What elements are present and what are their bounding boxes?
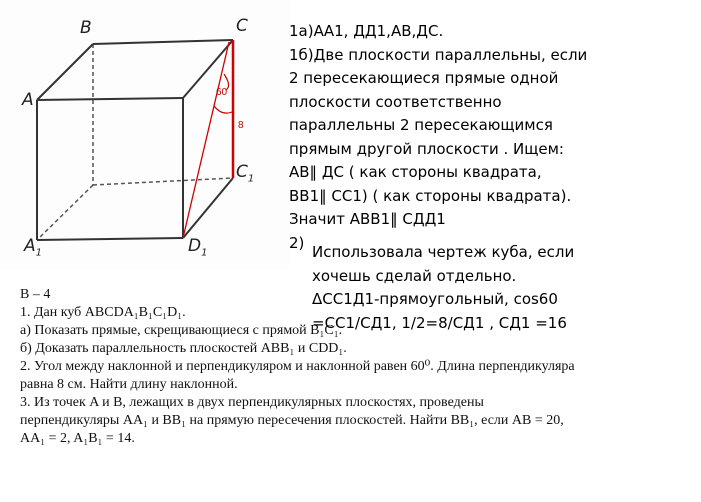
edge-a1d1 <box>37 238 183 240</box>
edge-ba <box>37 44 93 100</box>
vertex-a-label: A <box>22 90 34 110</box>
answer-line: ВВ1‖ СС1) ( как стороны квадрата). <box>289 186 572 205</box>
answer-line: параллельны 2 пересекающимся <box>289 116 553 134</box>
answer-line: хочешь сделай отдельно. <box>312 266 517 285</box>
cube-figure <box>0 0 290 270</box>
vertex-c1-label: $C_1$ <box>236 162 255 185</box>
edge-bc <box>93 40 233 44</box>
answer-line: плоскости соответственно <box>289 92 502 111</box>
answer-line: Использовала чертеж куба, если <box>312 243 575 261</box>
angle-arc <box>214 106 232 113</box>
edge-ad <box>37 98 183 100</box>
task-line: 1. Дан куб ABCDA₁B₁C₁D₁. <box>20 305 186 320</box>
hidden-edge-b1c1 <box>93 178 233 185</box>
hidden-edge-b1a1 <box>37 185 93 240</box>
task-title: В – 4 <box>20 287 51 302</box>
task-line: б) Доказать параллельность плоскостей ABB₁ и CDD₁. <box>20 341 347 356</box>
vertex-d1-label: $D_1$ <box>188 236 208 259</box>
answer-line: АВ‖ ДС ( как стороны квадрата, <box>289 163 542 181</box>
cube-drawing <box>0 0 290 270</box>
angle-60-label: 60 <box>216 87 228 98</box>
vertex-a1-label: $A_1$ <box>24 236 43 259</box>
answer-line: Значит АВВ1‖ СДД1 <box>289 210 446 228</box>
task-line: 2. Угол между наклонной и перпендикуляром и наклонной равен 60⁰. Длина перпендикуляра <box>20 359 575 374</box>
task-text <box>20 286 690 448</box>
vertex-b-label: B <box>80 18 92 38</box>
perpendicular-length-label: 8 <box>238 120 244 131</box>
answer-line: прямым другой плоскости . Ищем: <box>289 139 564 158</box>
task-line: равна 8 см. Найти длину наклонной. <box>20 377 238 392</box>
answer-line: 2 пересекающиеся прямые одной <box>289 69 559 87</box>
answer-part-1 <box>289 20 699 255</box>
answer-line: ΔСС1Д1-прямоугольный, cos60 <box>312 290 558 308</box>
task-line: AA₁ = 2, A₁B₁ = 14. <box>20 431 135 446</box>
vertex-c-label: C <box>236 16 248 36</box>
answer-line: 1б)Две плоскости параллельны, если <box>289 45 588 64</box>
task-line: 3. Из точек A и B, лежащих в двух перпендикулярных плоскостях, проведены <box>20 395 484 410</box>
task-line: перпендикуляры AA₁ и BB₁ на прямую пересечения плоскостей. Найти BB₁, если AB = 20, <box>20 413 564 428</box>
answer-line: 1а)АА1, ДД1,АВ,ДС. <box>289 22 444 40</box>
task-line: а) Показать прямые, скрещивающиеся с прямой B₁C₁. <box>20 323 343 338</box>
answer-line: 2) <box>289 233 305 252</box>
answer-line: =СС1/СД1, 1/2=8/СД1 , СД1 =16 <box>312 313 567 332</box>
